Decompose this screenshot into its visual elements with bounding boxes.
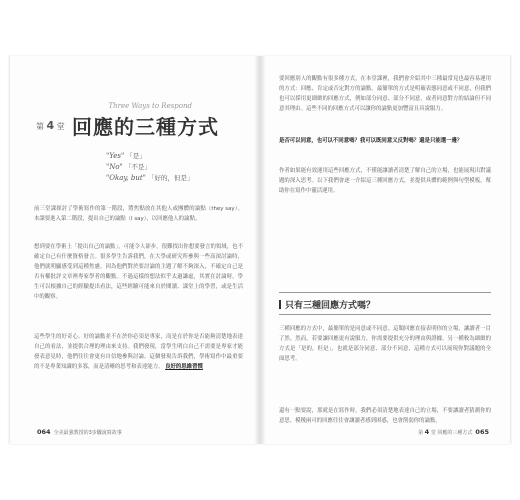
right-bold-question [279,136,491,156]
book-gutter [254,56,266,444]
right-footer-chapter-num: 4 [424,428,430,436]
quote-yes-en: "Yes" [106,152,125,160]
left-running-title: 全美最強教授的3步驟說寫故事 [53,430,122,436]
chapter-title: 回應的三種方式 [72,115,219,139]
left-page [10,56,259,444]
quote-okay-but [106,173,193,182]
book-spread [0,56,520,444]
quote-no-en: "No" [106,163,123,171]
left-paragraph-3 [34,332,243,402]
quote-okay-en: "Okay, but" [106,174,146,182]
section-bottom-rule [279,314,491,315]
right-page [259,56,510,444]
right-running-title: 回應的三種方式 [437,430,473,436]
left-paragraph-1: 前三堂課探討了學術寫作的第一階段，將焦點放在其他人或團體的論點（they say）。本課要進入第二階段，提出自己的論點（I say），以回應他人的論點。 [34,206,243,222]
right-paragraph-3: 三種回應的方式中，最簡單的是同意或不同意。這類回應直接表明你的立場，讓讀者一目了然。然而，若要讓回應更有說服力，你需要提供充分的理由與證據。另一種較為細緻的方式是「是的，但是」，也就是部分同意、部分不同意，這種方式可以展現你對議題的全面思考。 [279,326,491,362]
left-paragraph-2: 想到要在學術上「提出自己的論點」，可能令人卻步，很難找出你想要發言的領域，也不確定自己有什麼資格發言。很多學生告訴我們，在大學或研究所參與一些高深討論時，他們就明顯感受到這種焦慮。因為他們對於要討論的主題了解不夠深入，不確定自己是否有權批評文章裡專家學者的觀點。不過這樣的想法似乎太過謙虛，其實在討論時，學生可以根據自己的經驗提出看法，這些經驗可能來自於閱讀、課堂上的學習，或是生活中的觀察。 [34,244,243,300]
chapter-number [36,119,65,132]
left-footer [34,428,122,436]
section-top-rule [279,292,491,293]
right-footer-chapter [418,430,436,436]
left-page-number: 064 [37,428,51,436]
quote-yes [106,151,146,160]
quote-no [106,162,151,171]
quote-okay-zh: 「好的，但是」 [147,174,194,182]
section-heading [279,298,375,311]
right-footer [418,428,492,436]
right-paragraph-1: 要回應別人的觀點有很多種方式，在本堂課裡，我們會介紹其中三種最常見也最容易運用的方式：回應、肯定或否定對方的論點。最簡單的方式是明確表態同意或不同意，但我們也可以採用更細緻的回應方式，例如部分同意、部分不同意，或者同意對方的結論但不同意其理由。這些不同的回應方式可以讓你的論點更加豐富且具說服力。 [279,76,491,112]
right-footer-chapter-prefix: 第 [418,430,424,436]
right-paragraph-2: 作者如果能有效運用這些回應方式，不僅能讓讀者清楚了解自己的立場，也能展現出對議題的深入思考。以下我們會逐一介紹這三種回應方式，並提供具體的範例與句型模板，幫助你在寫作中靈活運用。 [279,168,491,194]
left-paragraph-3-text: 這些學生的好奇心、好的論點並不在於你必須是專家，而是在於你是否能夠清楚地表達自己的看法，並提供合理的理由來支持。我們發現，當學生明白自己不需要是專家才能發表意見時，他們往往會更有自信地參與討論。這個發現告訴我們，學術寫作中最重要的不是專業知識的多寡，而是清晰的思考和表達能力。 [34,334,243,370]
chapter-subtitle: Three Ways to Respond [108,102,192,110]
quote-no-zh: 「不是」 [124,163,151,171]
quote-yes-zh: 「是」 [126,152,146,160]
chapter-prefix: 第 [36,122,44,131]
chapter-suffix: 堂 [56,122,65,131]
right-page-number: 065 [475,428,489,436]
chapter-num: 4 [46,119,55,132]
highlight-phrase: 良好的思維習慣 [165,364,203,370]
section-heading-text: 只有三種回應方式嗎？ [285,301,376,311]
bold-question: 是否可以同意，也可以不同意嗎？我可以既同意又反對嗎？還是只能選一邊？ [279,138,463,144]
section-heading-bar [279,300,281,309]
right-paragraph-4: 還有一點要說，那就是在寫作時，我們必須清楚地表達自己的立場，不要讓讀者猜測你的意思。模稜兩可的回應往往會讓讀者感到困惑，也會削弱你的論點。 [279,408,491,424]
right-footer-chapter-suffix: 堂 [430,430,436,436]
